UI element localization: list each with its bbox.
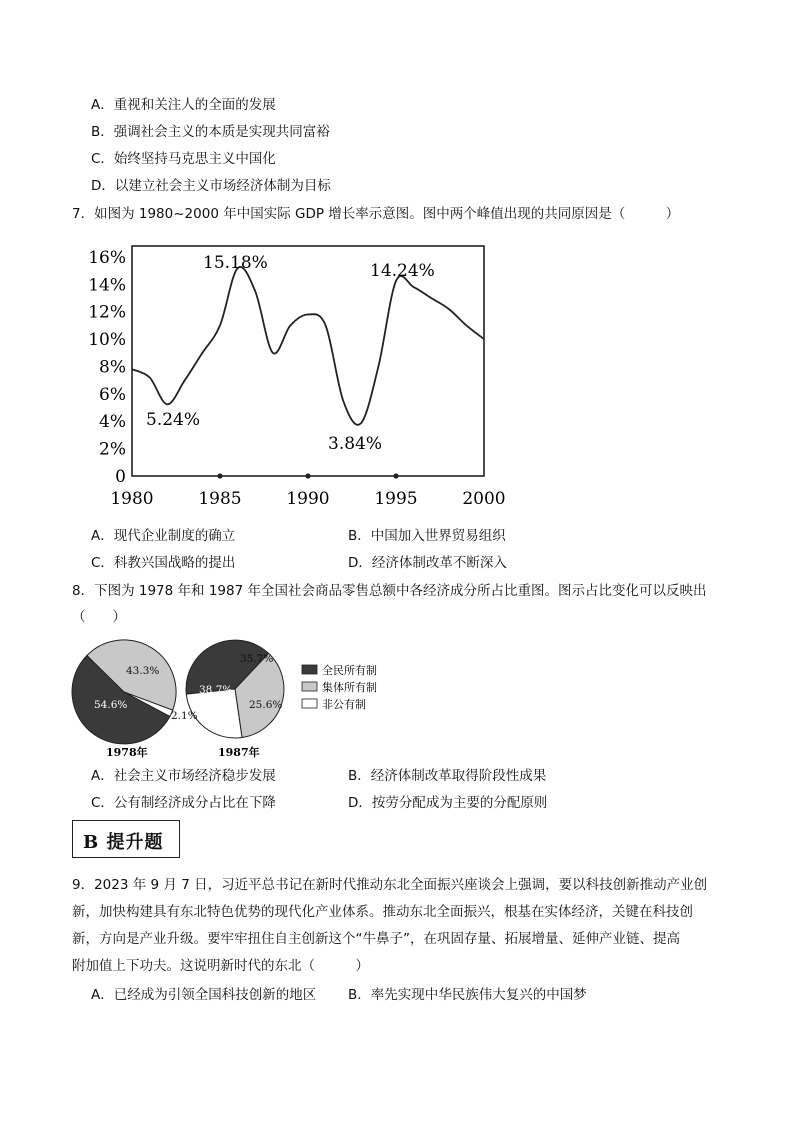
q8-option-b: B．经济体制改革取得阶段性成果 (348, 768, 547, 784)
y-tick-label: 2% (99, 439, 126, 460)
annotation-peak-1995: 14.24% (370, 261, 435, 281)
q7-option-d: D．经济体制改革不断深入 (348, 555, 507, 571)
x-tick-labels (110, 489, 505, 509)
q6-option-a: A．重视和关注人的全面的发展 (91, 97, 276, 113)
ownership-pie-charts (68, 632, 398, 762)
x-tick-dot (305, 473, 310, 478)
pie-caption-1978: 1978年 (106, 746, 148, 759)
y-tick-labels (88, 248, 126, 487)
q9-line-4: 附加值上下功夫。这说明新时代的东北（ ） (72, 958, 369, 974)
legend (302, 663, 377, 711)
x-tick-label: 1985 (198, 489, 242, 509)
pie-label-1987-35: 35.7% (240, 653, 274, 665)
q6-option-c: C．始终坚持马克思主义中国化 (91, 151, 276, 167)
pie-label-1987-25: 25.6% (249, 699, 283, 711)
legend-swatch-nonpublic (302, 699, 317, 708)
q9-option-b: B．率先实现中华民族伟大复兴的中国梦 (348, 987, 587, 1003)
section-header-box (72, 820, 180, 858)
gdp-growth-chart (72, 238, 522, 518)
x-tick-dot (393, 473, 398, 478)
q8-stem: 8．下图为 1978 年和 1987 年全国社会商品零售总额中各经济成分所占比重图。图示占比变化可以反映出 (72, 583, 707, 599)
q9-line-1: 9．2023 年 9 月 7 日，习近平总书记在新时代推动东北全面振兴座谈会上强调，要以科技创新推动产业创 (72, 877, 708, 893)
gdp-series-line (132, 267, 484, 425)
q7-option-b: B．中国加入世界贸易组织 (348, 528, 506, 544)
q9-line-3: 新，方向是产业升级。要牢牢扭住自主创新这个“牛鼻子”，在巩固存量、拓展增量、延伸产业链、提高 (72, 931, 680, 947)
q9-option-a: A．已经成为引领全国科技创新的地区 (91, 987, 317, 1003)
q6-option-d: D．以建立社会主义市场经济体制为目标 (91, 178, 331, 194)
section-header-label: B 提升题 (83, 832, 164, 853)
pie-label-1978-2: 2.1% (171, 710, 198, 722)
x-tick-label: 1990 (286, 489, 330, 509)
y-tick-label: 0 (115, 467, 126, 487)
x-tick-dot (217, 473, 222, 478)
pie-label-1978-43: 43.3% (126, 665, 160, 677)
q8-option-d: D．按劳分配成为主要的分配原则 (348, 795, 548, 811)
q9-line-2: 新，加快构建具有东北特色优势的现代化产业体系。推动东北全面振兴，根基在实体经济，关键在科技创 (72, 904, 693, 920)
q7-option-a: A．现代企业制度的确立 (91, 528, 236, 544)
x-tick-label: 1980 (110, 489, 154, 509)
q8-option-c: C．公有制经济成分占比在下降 (91, 795, 276, 811)
pie-label-1978-54: 54.6% (94, 699, 128, 711)
pie-1978 (72, 640, 176, 744)
pie-label-1987-38: 38.7% (199, 684, 233, 696)
y-tick-label: 6% (99, 384, 126, 405)
y-tick-label: 4% (99, 412, 126, 433)
q8-bracket: （ ） (72, 609, 126, 625)
annotation-trough-1993: 3.84% (328, 434, 383, 454)
q7-option-c: C．科教兴国战略的提出 (91, 555, 236, 571)
legend-label-nonpublic: 非公有制 (322, 698, 366, 711)
y-tick-label: 16% (88, 247, 126, 268)
y-tick-label: 8% (99, 357, 126, 378)
legend-swatch-collective (302, 682, 317, 691)
y-tick-label: 12% (88, 302, 126, 323)
x-tick-label: 2000 (462, 489, 506, 509)
q8-option-a: A．社会主义市场经济稳步发展 (91, 768, 276, 784)
legend-swatch-state (302, 665, 317, 674)
y-tick-label: 10% (88, 330, 126, 351)
annotation-trough-1982: 5.24% (146, 410, 201, 430)
annotation-peak-1986: 15.18% (203, 253, 268, 273)
legend-label-state: 全民所有制 (322, 664, 377, 677)
legend-label-collective: 集体所有制 (322, 681, 377, 694)
x-tick-label: 1995 (374, 489, 418, 509)
pie-caption-1987: 1987年 (218, 746, 260, 759)
q7-stem: 7．如图为 1980~2000 年中国实际 GDP 增长率示意图。图中两个峰值出现的共同原因是（ ） (72, 206, 680, 222)
q6-option-b: B．强调社会主义的本质是实现共同富裕 (91, 124, 330, 140)
y-tick-label: 14% (88, 275, 126, 296)
